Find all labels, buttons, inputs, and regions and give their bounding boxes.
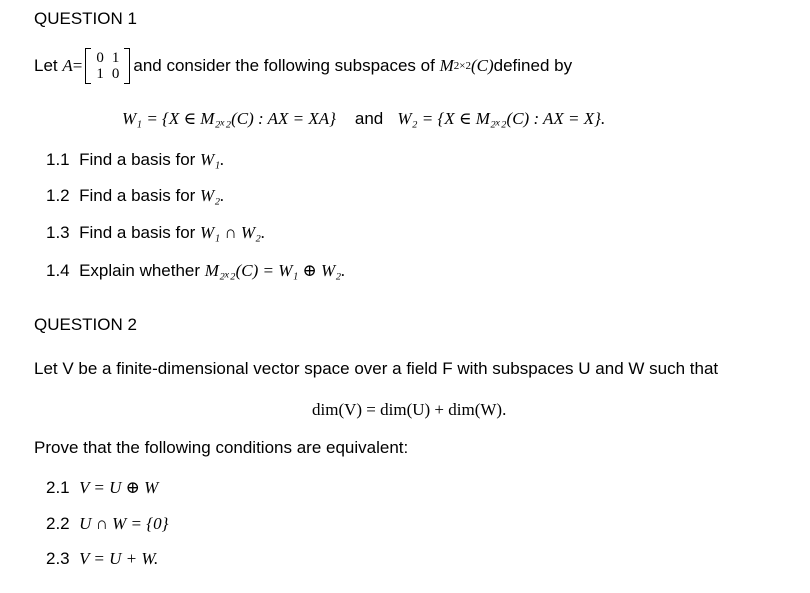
- item-number: 1.3: [46, 223, 70, 242]
- equals-sign: =: [72, 56, 83, 75]
- item-math: U ∩ W = {0}: [79, 514, 169, 533]
- subspace-definitions: [122, 109, 605, 129]
- matrix-variable-a: A: [62, 56, 73, 75]
- question-1-item: [46, 150, 224, 170]
- space-m: M: [439, 56, 454, 75]
- question-1-item: [46, 186, 224, 206]
- matrix-cell: 1: [96, 66, 104, 82]
- w1-definition: W₁ = {X ∈ M₂ₓ₂(C) : AX = XA}: [122, 109, 336, 128]
- intro-rest-text: and consider the following subspaces of: [133, 56, 435, 75]
- matrix-a: [85, 50, 130, 82]
- matrix-cell: 0: [96, 50, 104, 66]
- question-2-item: [46, 514, 168, 534]
- item-text: Find a basis for: [79, 186, 201, 205]
- item-text: Find a basis for: [79, 150, 201, 169]
- item-math: V = U + W.: [79, 549, 159, 568]
- matrix-cell: 0: [111, 66, 120, 82]
- question-1-item: [46, 223, 265, 243]
- item-math: V = U ⊕ W: [79, 478, 159, 497]
- item-number: 2.2: [46, 514, 70, 533]
- item-number: 1.1: [46, 150, 70, 169]
- item-number: 1.4: [46, 261, 70, 280]
- question-2-intro: Let V be a finite-dimensional vector space over a field F with subspaces U and W such that: [34, 359, 719, 378]
- intro-let-text: Let: [34, 56, 58, 75]
- item-math: W₂.: [200, 186, 225, 205]
- item-math: W₁ ∩ W₂.: [200, 223, 266, 242]
- question-1-item: [46, 261, 345, 281]
- item-text: Find a basis for: [79, 223, 201, 242]
- item-number: 2.1: [46, 478, 70, 497]
- item-math: M₂ₓ₂(C) = W₁ ⊕ W₂.: [204, 261, 346, 280]
- dimension-equation: dim(V) = dim(U) + dim(W).: [312, 400, 507, 419]
- question-2-item: [46, 478, 158, 498]
- item-text: Explain whether: [79, 261, 205, 280]
- w2-definition: W₂ = {X ∈ M₂ₓ₂(C) : AX = X}.: [397, 109, 606, 128]
- question-1-heading: QUESTION 1: [34, 9, 137, 28]
- matrix-cell: 1: [111, 50, 120, 66]
- item-math: W₁.: [200, 150, 225, 169]
- question-1-intro: Let A = 0 1 1 0 and consider the following subspaces of M 2×2 (C) defined by: [34, 50, 573, 82]
- question-2-item: [46, 549, 158, 569]
- item-number: 1.2: [46, 186, 70, 205]
- space-argument: (C): [470, 56, 494, 75]
- prove-statement: Prove that the following conditions are equivalent:: [34, 438, 409, 457]
- item-number: 2.3: [46, 549, 70, 568]
- question-2-heading: QUESTION 2: [34, 315, 137, 334]
- intro-end-text: defined by: [493, 56, 573, 75]
- and-word: and: [354, 109, 384, 128]
